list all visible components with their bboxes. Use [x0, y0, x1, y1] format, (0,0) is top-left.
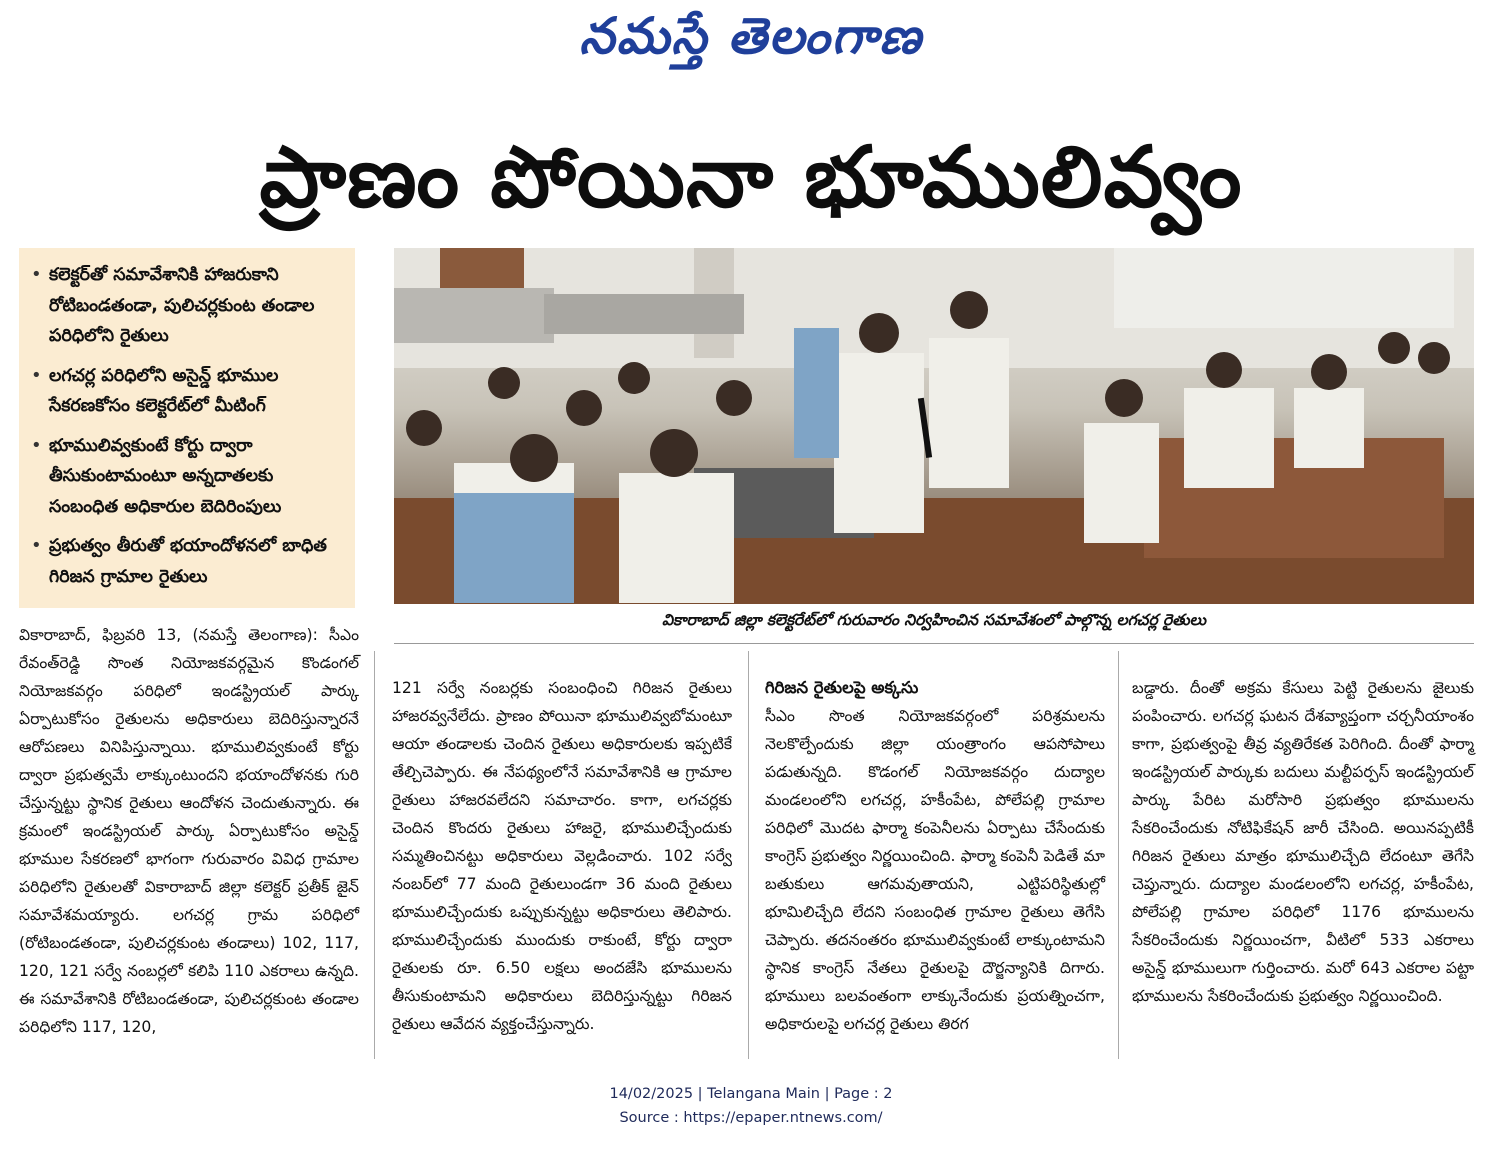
column-divider: [748, 651, 749, 1059]
masthead: నమస్తే తెలంగాణ: [579, 6, 923, 65]
bullet-dot-icon: •: [31, 434, 42, 456]
article-column-2: 121 సర్వే నంబర్లకు సంబంధించి గిరిజన రైతులు హాజరవ్వనేలేదు. ప్రాణం పోయినా భూములివ్వబోమంటూ ఆయా తండాలకు చెందిన రైతులు అధికారులకు ఇప్పటికే తేల్చిచెప్పారు. ఈ నేపథ్యంలోనే సమావేశానికి ఆ గ్రామాల రైతులు హాజరవలేదని సమాచారం. కాగా, లగచర్లకు చెందిన కొందరు రైతులు హాజరై, భూములిచ్చేందుకు సమ్మతించినట్టు అధికారులు వెల్లడించారు. 102 సర్వే నంబర్‌లో 77 మంది రైతులుండగా 36 మంది రైతులు భూములిచ్చేందుకు ఒప్పుకున్నట్టు అధికారులు తెలిపారు. భూములిచ్చేందుకు ముందుకు రాకుంటే, కోర్టు ద్వారా రైతులకు రూ. 6.50 లక్షలు అందజేసి భూములను తీసుకుంటామని అధికారులు బెదిరిస్తున్నట్టు గిరిజన రైతులు ఆవేదన వ్యక్తంచేస్తున్నారు.: [392, 679, 732, 1033]
footer-source: Source : https://epaper.ntnews.com/: [619, 1110, 883, 1126]
bullet-dot-icon: •: [31, 535, 42, 556]
article-column-4: బడ్డారు. దీంతో అక్రమ కేసులు పెట్టి రైతులను జైలుకు పంపించారు. లగచర్ల ఘటన దేశవ్యాప్తంగా చర్చనీయాంశం కాగా, ప్రభుత్వంపై తీవ్ర వ్యతిరేకత పెరిగింది. దీంతో ఫార్మా ఇండస్ట్రియల్ పార్కుకు బదులు మల్టీపర్పస్ ఇండస్ట్రియల్ పార్కు పేరిట మరోసారి ప్రభుత్వం భూములను సేకరించేందుకు నోటిఫికేషన్ జారీ చేసింది. అయినప్పటికీ గిరిజన రైతులు మాత్రం భూములిచ్చేది లేదంటూ తెగేసి చెప్తున్నారు. దుద్యాల మండలంలోని లగచర్ల, హకీంపేట, పోలేపల్లి గ్రామాల పరిధిలో 1176 భూములను సేకరించేందుకు నిర్ణయించగా, వీటిలో 533 ఎకరాలు అసైన్డ్ భూములుగా గుర్తించారు. మరో 643 ఎకరాల పట్టా భూములను సేకరించేందుకు ప్రభుత్వం నిర్ణయించింది.: [1132, 679, 1474, 1005]
subheading: గిరిజన రైతులపై అక్కసు: [765, 678, 919, 697]
footer-date-page: 14/02/2025 | Telangana Main | Page : 2: [609, 1086, 893, 1102]
highlight-text: ప్రభుత్వం తీరుతో భయాందోళనలో బాధిత గిరిజన గ్రామాల రైతులు: [49, 536, 327, 587]
highlight-item: [31, 531, 345, 592]
headline: ప్రాణం పోయినా భూములివ్వం: [259, 128, 1243, 226]
highlight-item: [31, 260, 345, 352]
highlight-item: [31, 361, 345, 422]
photo-illustration: [394, 248, 1474, 604]
photo-caption: వికారాబాద్ జిల్లా కలెక్టరేట్‌లో గురువారం నిర్వహించిన సమావేశంలో పాల్గొన్న లగచర్ల రైతులు: [661, 611, 1207, 629]
highlights-box: [19, 248, 355, 608]
meeting-photo: [394, 248, 1474, 604]
column-3-text: సీఎం సొంత నియోజకవర్గంలో పరిశ్రమలను నెలకొల్పేందుకు జిల్లా యంత్రాంగం ఆపసోపాలు పడుతున్నది. కొడంగల్ నియోజకవర్గం దుద్యాల మండలంలోని లగచర్ల, హకీంపేట, పోలేపల్లి గ్రామాల పరిధిలో మొదట ఫార్మా కంపెనీలను ఏర్పాటు చేసేందుకు కాంగ్రెస్ ప్రభుత్వం నిర్ణయించింది. ఫార్మా కంపెనీ పెడితే మా బతుకులు ఆగమవుతాయని, ఎట్టిపరిస్థితుల్లో భూమిలిచ్చేది లేదని సంబంధిత గ్రామాల రైతులు తెగేసి చెప్పారు. తదనంతరం భూములివ్వకుంటే లాక్కుంటామని స్థానిక కాంగ్రెస్ నేతలు రైతులపై దౌర్జన్యానికి దిగారు. భూములు బలవంతంగా లాక్కునేందుకు ప్రయత్నించగా, అధికారులపై లగచర్ల రైతులు తిరగ: [765, 707, 1105, 1033]
column-divider: [1118, 651, 1119, 1059]
bullet-dot-icon: •: [31, 364, 42, 386]
highlight-text: భూములివ్వకుంటే కోర్టు ద్వారా తీసుకుంటామంటూ అన్నదాతలకు సంబంధిత అధికారుల బెదిరింపులు: [49, 435, 282, 517]
caption-divider: [394, 643, 1474, 644]
highlight-item: [31, 431, 345, 523]
article-column-3: [765, 674, 1105, 1038]
bullet-dot-icon: •: [31, 264, 42, 285]
column-divider: [374, 651, 375, 1059]
article-column-1: వికారాబాద్, ఫిబ్రవరి 13, (నమస్తే తెలంగాణ): సీఎం రేవంత్‌రెడ్డి సొంత నియోజకవర్గమైన కొండంగల్ నియోజకవర్గం పరిధిలో ఇండస్ట్రియల్ పార్కు ఏర్పాటుకోసం రైతులను అధికారులు బెదిరిస్తున్నారనే ఆరోపణలు వినిపిస్తున్నాయి. భూములివ్వకుంటే కోర్టు ద్వారా ప్రభుత్వమే లాక్కుంటుందని భయాందోళనకు గురి చేస్తున్నట్టు స్థానిక రైతులు ఆందోళన చెందుతున్నారు. ఈ క్రమంలో ఇండస్ట్రియల్ పార్కు ఏర్పాటుకోసం అసైన్డ్ భూముల సేకరణలో భాగంగా గురువారం వివిధ గ్రామాల పరిధిలోని రైతులతో వికారాబాద్ జిల్లా కలెక్టర్ ప్రతీక్ జైన్ సమావేశమయ్యారు. లగచర్ల గ్రామ పరిధిలో (రోటిబండతండా, పులిచర్లకుంట తండాలు) 102, 117, 120, 121 సర్వే నంబర్లలో కలిపి 110 ఎకరాలు ఉన్నది. ఈ సమావేశానికి రోటిబండతండా, పులిచర్లకుంట తండాల పరిధిలోని 117, 120,: [19, 626, 359, 1036]
highlight-text: లగచర్ల పరిధిలోని అసైన్డ్ భూముల సేకరణకోసం కలెక్టరేట్‌లో మీటింగ్: [49, 365, 279, 416]
highlight-text: కలెక్టర్‌తో సమావేశానికి హాజరుకాని రోటిబండతండా, పులిచర్లకుంట తండాల పరిధిలోని రైతులు: [49, 265, 315, 346]
